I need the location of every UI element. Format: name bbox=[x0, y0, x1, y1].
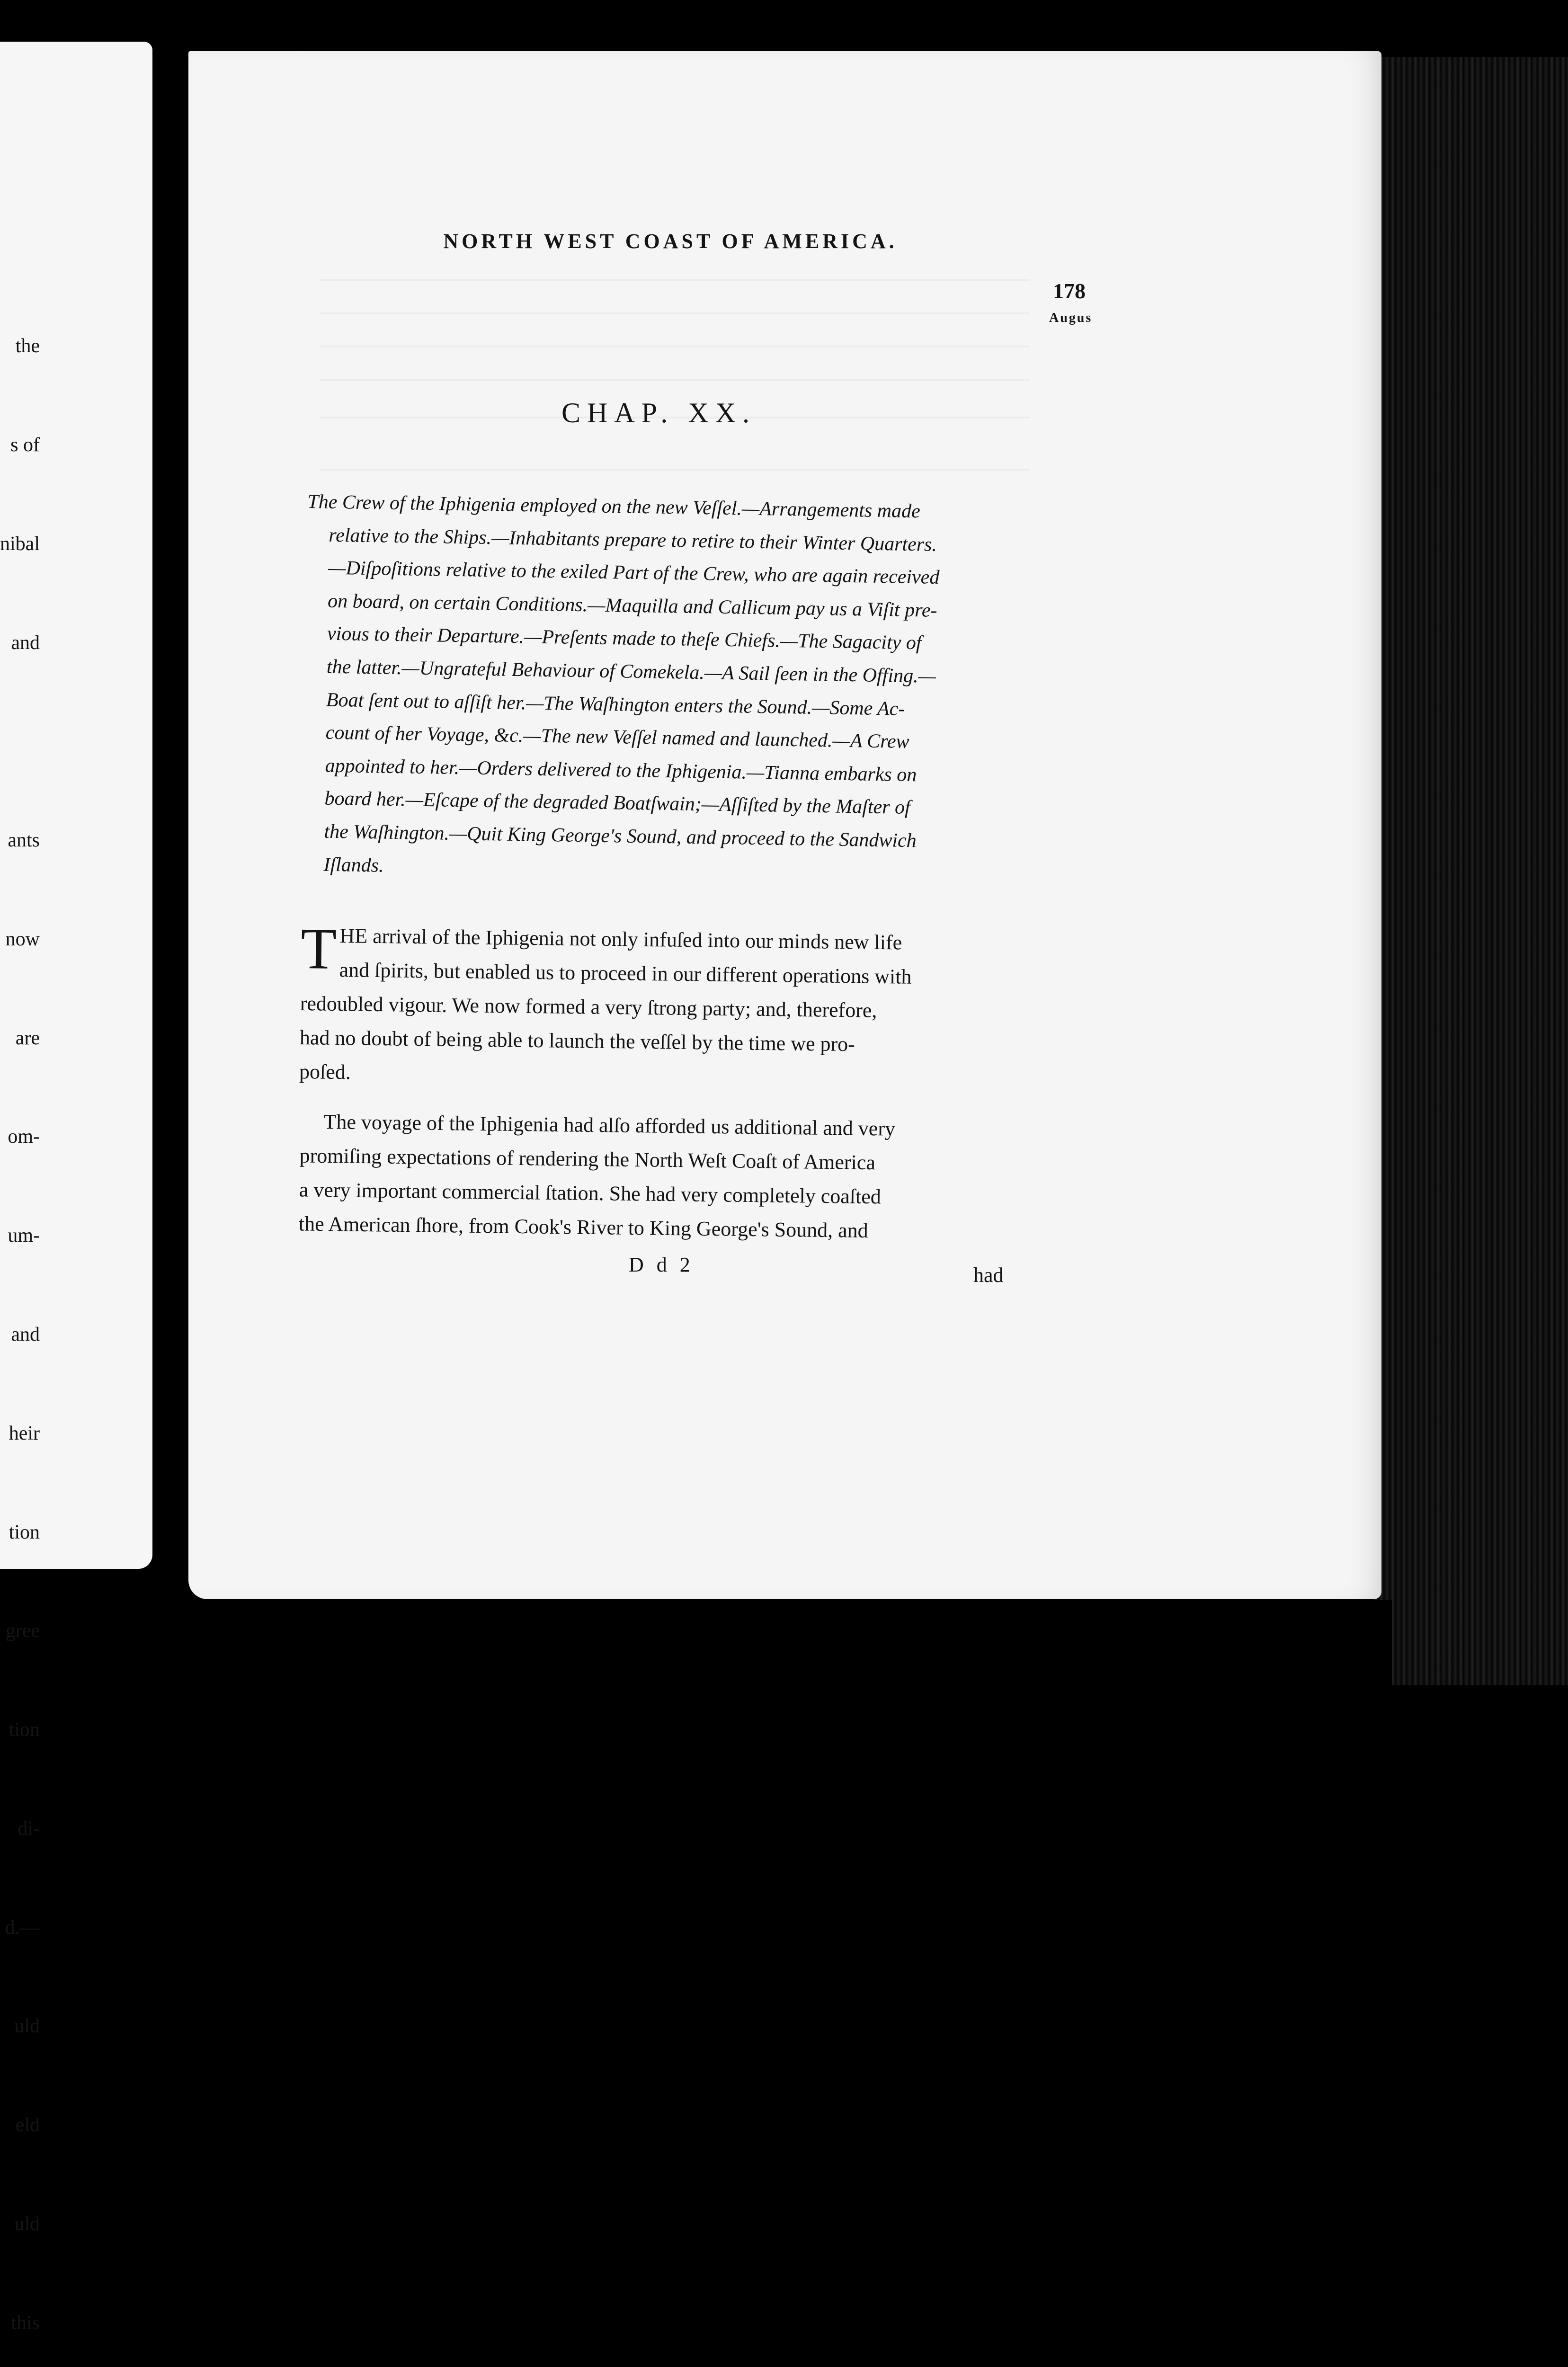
facing-line: now bbox=[5, 928, 40, 950]
summary-line: count of her Voyage, &c.—The new Veſſel named and launched.—A Crew bbox=[325, 721, 910, 753]
facing-line: tion bbox=[9, 1719, 40, 1741]
paragraph-line: poſed. bbox=[299, 1059, 351, 1084]
summary-line: the Waſhington.—Quit King George's Sound, and proceed to the Sandwich bbox=[324, 820, 917, 852]
paragraph-line: the American ſhore, from Cook's River to King George's Sound, and bbox=[298, 1212, 869, 1243]
book-gutter bbox=[152, 38, 188, 1600]
summary-line: The Crew of the Iphigenia employed on the new Veſſel.—Arrangements made bbox=[307, 490, 921, 523]
paragraph-line: HE arrival of the Iphigenia not only infuſed into our minds new life bbox=[339, 924, 902, 954]
summary-line: the latter.—Ungrateful Behaviour of Comekela.—A Sail ſeen in the Offing.— bbox=[326, 656, 936, 687]
chapter-summary bbox=[302, 486, 1023, 892]
summary-line: appointed to her.—Orders delivered to the Iphigenia.—Tianna embarks on bbox=[325, 755, 917, 786]
facing-line: and bbox=[11, 632, 40, 654]
paragraph-line: and ſpirits, but enabled us to proceed in our different operations with bbox=[339, 958, 912, 988]
facing-line: eld bbox=[15, 2114, 40, 2136]
bottom-shadow bbox=[180, 1600, 1392, 1685]
facing-line: nibal bbox=[0, 533, 40, 555]
facing-line: and bbox=[11, 1324, 40, 1345]
summary-line: relative to the Ships.—Inhabitants prepare to retire to their Winter Quarters. bbox=[329, 524, 937, 556]
summary-line: vious to their Departure.—Preſents made to theſe Chiefs.—The Sagacity of bbox=[327, 623, 922, 654]
paragraph-line: a very important commercial ſtation. She had very completely coaſted bbox=[299, 1178, 882, 1209]
show-through-line bbox=[320, 346, 1030, 347]
drop-cap: T bbox=[300, 916, 337, 981]
signature-mark: D d 2 bbox=[629, 1253, 694, 1276]
facing-line: d.— bbox=[5, 1916, 40, 1939]
margin-year: 178 bbox=[1053, 279, 1086, 303]
summary-line: —Diſpoſitions relative to the exiled Part of the Crew, who are again received bbox=[328, 557, 940, 589]
page-fore-edge bbox=[1373, 57, 1568, 1685]
show-through-line bbox=[320, 469, 1030, 471]
paragraph-line: The voyage of the Iphigenia had alſo afforded us additional and very bbox=[323, 1110, 896, 1140]
catchword: had bbox=[973, 1264, 1004, 1287]
facing-line: um- bbox=[8, 1225, 40, 1247]
show-through-line bbox=[320, 379, 1030, 381]
facing-line: gree bbox=[5, 1620, 40, 1642]
facing-line: the bbox=[15, 335, 40, 357]
summary-line: Iſlands. bbox=[323, 854, 384, 877]
facing-line: tion bbox=[9, 1521, 40, 1543]
facing-line: are bbox=[15, 1027, 40, 1049]
paragraph-line: redoubled vigour. We now formed a very ſtrong party; and, therefore, bbox=[300, 991, 877, 1022]
running-head: NORTH WEST COAST OF AMERICA. bbox=[443, 230, 898, 253]
facing-line bbox=[0, 725, 40, 758]
paragraph-1 bbox=[299, 918, 1025, 1098]
paragraph-line: had no doubt of being able to launch the veſſel by the time we pro- bbox=[299, 1025, 855, 1056]
facing-line: uld bbox=[14, 2213, 40, 2235]
chapter-title: CHAP. XX. bbox=[561, 397, 757, 428]
facing-page-left bbox=[0, 42, 152, 2334]
facing-line: s of bbox=[10, 434, 40, 456]
facing-line: uld bbox=[14, 2015, 40, 2038]
margin-month: Augus bbox=[1049, 311, 1093, 325]
facing-page-text bbox=[0, 264, 40, 2367]
summary-line: on board, on certain Conditions.—Maquilla and Callicum pay us a Viſit pre- bbox=[327, 590, 937, 622]
facing-line: this bbox=[11, 2312, 40, 2334]
facing-line: heir bbox=[9, 1422, 40, 1444]
show-through-line bbox=[320, 279, 1030, 281]
summary-line: Boat ſent out to aſſiſt her.—The Waſhington enters the Sound.—Some Ac- bbox=[326, 689, 905, 720]
facing-line: om- bbox=[8, 1126, 40, 1148]
show-through-line bbox=[320, 312, 1030, 314]
facing-line: ants bbox=[8, 829, 40, 852]
paragraph-2 bbox=[298, 1105, 1024, 1250]
summary-line: board her.—Eſcape of the degraded Boatſwain;—Aſſiſted by the Maſter of bbox=[324, 787, 911, 819]
paragraph-line: promiſing expectations of rendering the North Weſt Coaſt of America bbox=[299, 1144, 876, 1175]
facing-line: di- bbox=[18, 1817, 40, 1840]
